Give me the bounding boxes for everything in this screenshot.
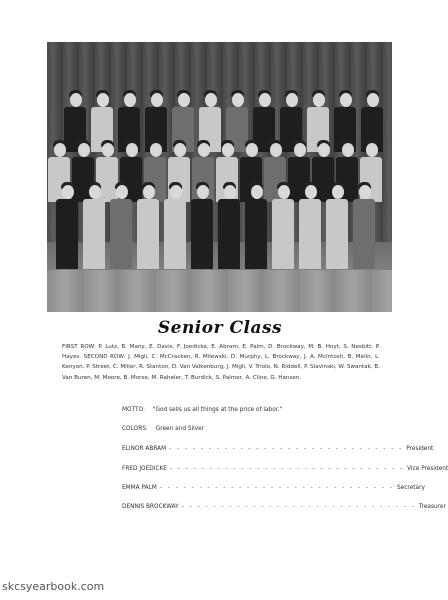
officer-title: Treasurer: [418, 504, 446, 510]
dot-leader: - - - - - - - - - - - - - - - - - - - - - - - - - - - - - -: [159, 485, 394, 491]
colors-line: [122, 426, 382, 432]
motto-line: [122, 407, 382, 413]
officer-title: President: [406, 446, 434, 452]
colors-label: COLORS:: [122, 426, 148, 432]
colors-value: Green and Silver: [155, 426, 205, 432]
officer-president: [122, 446, 434, 452]
page-title: Senior Class: [157, 318, 283, 338]
officer-title: Vice President: [407, 466, 448, 472]
officer-name: DENNIS BROCKWAY: [122, 504, 179, 510]
gym-floor: [47, 270, 392, 312]
officer-name: ELINOR ABRAM: [122, 446, 167, 452]
officer-name: EMMA PALM: [122, 485, 157, 491]
class-photo: [47, 42, 392, 312]
dot-leader: - - - - - - - - - - - - - - - - - - - - - - - - - - - - - -: [169, 466, 405, 472]
officer-vice-president: [122, 466, 448, 472]
site-watermark: skcsyearbook.com: [2, 580, 105, 593]
officer-secretary: [122, 485, 425, 491]
motto-label: MOTTO:: [122, 407, 145, 413]
dot-leader: - - - - - - - - - - - - - - - - - - - - - - - - - - - - - -: [169, 446, 404, 452]
dot-leader: - - - - - - - - - - - - - - - - - - - - - - - - - - - - - -: [181, 504, 416, 510]
officer-name: FRED JOEDICKE: [122, 466, 167, 472]
officer-title: Secretary: [397, 485, 425, 491]
officer-treasurer: [122, 504, 446, 510]
student-names-caption: FIRST ROW: P. Lutz, B. Many, E. Davis, F. Joedicke, E. Abram, E. Palm, D. Brockway, M. B. Hoyt, S. Nesbitt, P. Hayes. SECOND ROW: J. Migli, C. McCracken, R. Milewski, D. Murphy, L. Brockway, J. A. McIntosh, B. Melin, L. Kenyon, P. Street, C. Miller, R. Stanton, D. Van Valkenburg, J. Migli, V. Triolo, N. Riddell, P. Slavinski, W. Swantak, B. Van Buren, M. Moore, B. Morse, M. Raheler, T. Burdick, S. Palmer, A. Cline, G. Hansen.: [62, 344, 380, 381]
motto-value: "God sells us all things at the price of labor.": [152, 407, 283, 413]
